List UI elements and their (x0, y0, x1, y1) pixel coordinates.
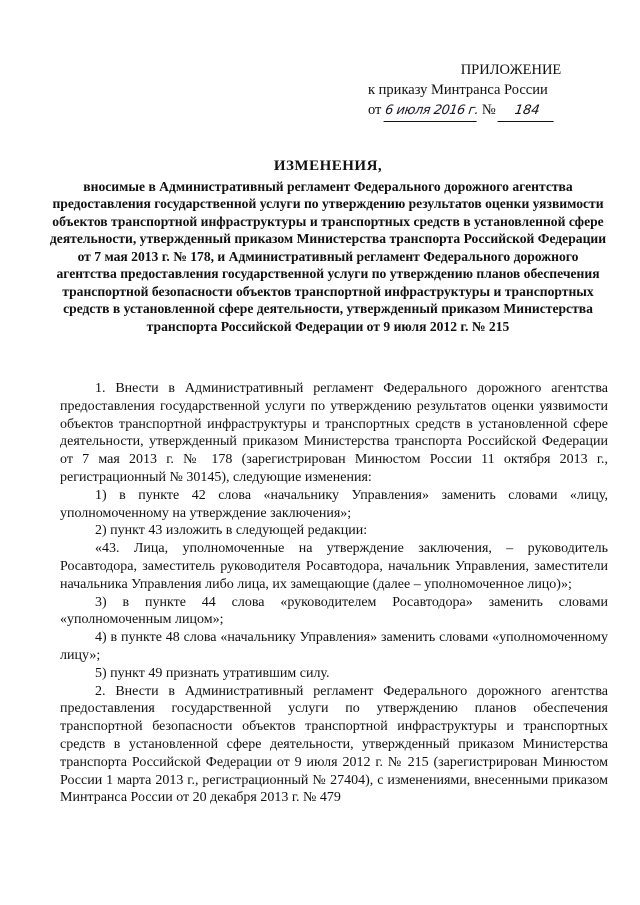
heading-title: ИЗМЕНЕНИЯ, (273, 158, 383, 174)
appendix-block (368, 60, 628, 122)
handwritten-date: 6 июля 2016 г. (384, 101, 480, 122)
paragraph: 2) пункт 43 изложить в следующей редакции: (95, 523, 368, 539)
paragraph: 1. Внести в Административный регламент Федерального дорожного агентства предоставления государственной услуги по утверждению результатов оценки уязвимости объектов транспортной инфраструктуры и транспортных средств в установленной сфере деятельности, утвержденный приказом Министерства транспорта Российской Федерации от 7 мая 2013 г. № 178 (зарегистрирован Минюстом России 11 октября 2013 г., регистрационный № 30145), следующие изменения: (60, 381, 608, 485)
paragraph: 2. Внести в Административный регламент Федерального дорожного агентства предоставления государственной услуги по утверждению планов обеспечения транспортной безопасности объектов транспортной инфраструктуры и транспортных средств в установленной сфере деятельности, утвержденный приказом Министерства транспорта Российской Федерации от 9 июля 2012 г. № 215 (зарегистрирован Минюстом России 1 марта 2013 г., регистрационный № 27404), с изменениями, внесенными приказом Минтранса России от 20 декабря 2013 г. № 479 (60, 683, 608, 806)
heading-subtitle: вносимые в Административный регламент Федерального дорожного агентства предоставления государственной услуги по утверждению результатов оценки уязвимости объектов транспортной инфраструктуры и транспортных средств в установленной сфере деятельности, утвержденный приказом Министерства транспорта Российской Федерации от 7 мая 2013 г. № 178, и Административный регламент Федерального дорожного агентства предоставления государственной услуги по утверждению планов обеспечения транспортной безопасности объектов транспортной инфраструктуры и транспортных средств в установленной сфере деятельности, утвержденный приказом Министерства транспорта Российской Федерации от 9 июля 2012 г. № 215 (49, 178, 607, 334)
document-body (60, 380, 608, 807)
paragraph: 5) пункт 49 признать утратившим силу. (95, 665, 330, 681)
appendix-date-line (368, 100, 628, 122)
paragraph: 1) в пункте 42 слова «начальнику Управления» заменить словами «лицу, уполномоченному на утверждение заключения»; (60, 487, 608, 521)
document-heading (48, 158, 608, 335)
number-label: № (481, 102, 496, 118)
from-label: от (368, 102, 382, 118)
appendix-reference: к приказу Минтранса России (368, 82, 548, 98)
paragraph: «43. Лица, уполномоченные на утверждение заключения, – руководитель Росавтодора, заместитель руководителя Росавтодора, начальник Управления, заместители начальника Управления либо лица, их замещающие (далее – уполномоченное лицо)»; (60, 541, 608, 592)
appendix-title: ПРИЛОЖЕНИЕ (460, 62, 562, 78)
handwritten-number: 184 (498, 101, 557, 122)
paragraph: 4) в пункте 48 слова «начальнику Управления» заменить словами «уполномоченному лицу»; (60, 630, 608, 663)
paragraph: 3) в пункте 44 слова «руководителем Росавтодора» заменить словами «уполномоченным лицом»; (60, 594, 608, 628)
